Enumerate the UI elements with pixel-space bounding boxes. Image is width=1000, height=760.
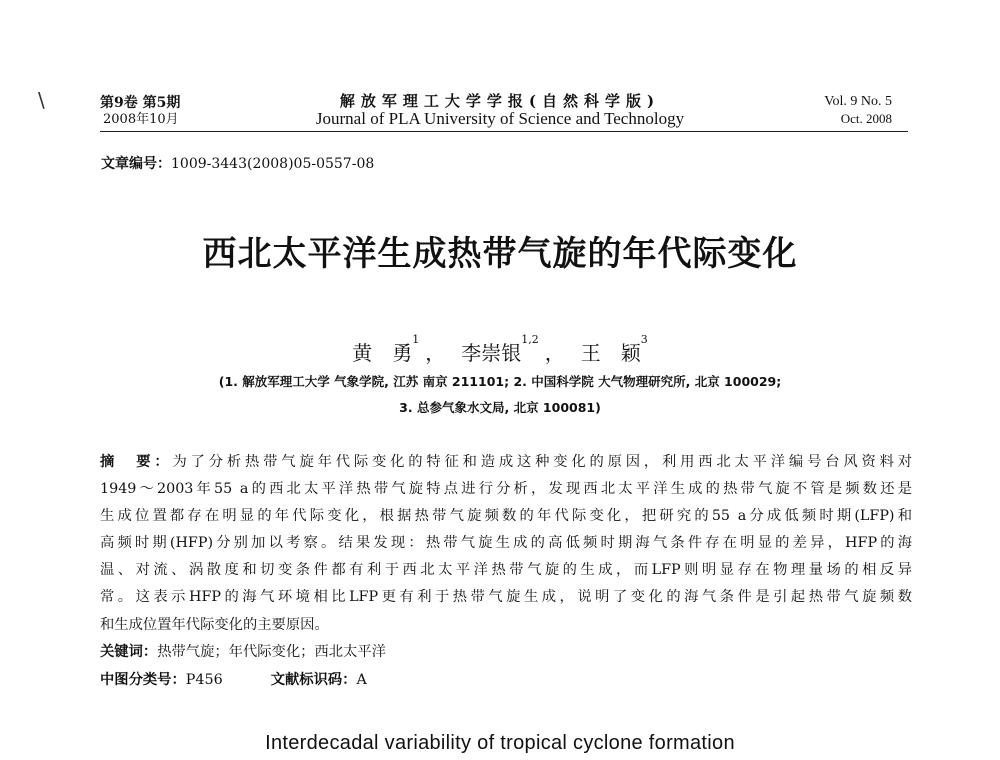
journal-title-en: Journal of PLA University of Science and Technology — [315, 109, 685, 128]
abstract-line: 高频时期(HFP)分别加以考察。结果发现：热带气旋生成的高低频时期海气条件存在明显的差异，HFP的海 — [100, 535, 912, 551]
volume-issue-en: Vol. 9 No. 5 — [824, 94, 892, 109]
volume-issue-cn: 第9卷 第5期 — [100, 95, 181, 111]
margin-mark: \ — [38, 88, 45, 112]
abstract-line: 和生成位置年代际变化的主要原因。 — [100, 617, 329, 633]
affiliation-line: (1. 解放军理工大学 气象学院, 江苏 南京 211101; 2. 中国科学院 大气物理研究所, 北京 100029; — [218, 374, 782, 389]
author: 黄 勇$^1$ — [352, 333, 420, 365]
abstract-line: 生成位置都存在明显的年代际变化，根据热带气旋频数的年代际变化，把研究的55 a分成低频时期(LFP)和 — [100, 508, 912, 524]
affiliation-line: 3. 总参气象水文局, 北京 100081) — [399, 400, 601, 415]
abstract-line: 常。这表示HFP的海气环境相比LFP更有利于热带气旋生成，说明了变化的海气条件是引起热带气旋频数 — [100, 589, 912, 605]
date-en: Oct. 2008 — [840, 111, 892, 126]
keywords-label: 关键词： — [100, 644, 158, 660]
doc-code-label: 文献标识码： — [270, 672, 357, 688]
english-title: Interdecadal variability of tropical cyclone formation — [265, 732, 735, 754]
author: 李崇银$^{1,2}$ — [461, 333, 539, 365]
header-rule — [100, 131, 908, 132]
article-id — [101, 153, 374, 173]
author: 王 颖$^3$ — [580, 333, 648, 365]
author-list — [0, 333, 1000, 366]
clc-value: P456 — [185, 672, 223, 688]
article-id-label: 文章编号： — [101, 156, 171, 172]
abstract-line: 温、对流、涡散度和切变条件都有利于西北太平洋热带气旋的生成，而LFP则明显存在物理量场的相反异 — [100, 562, 912, 578]
author-separator: ， — [425, 341, 446, 365]
paper-title: 西北太平洋生成热带气旋的年代际变化 — [202, 234, 798, 274]
journal-title-cn: 解放军理工大学学报(自然科学版) — [339, 92, 661, 110]
keywords-value: 热带气旋；年代际变化；西北太平洋 — [157, 644, 386, 660]
article-id-value: 1009-3443(2008)05-0557-08 — [171, 156, 375, 172]
abstract-line: 1949～2003年55 a的西北太平洋热带气旋特点进行分析，发现西北太平洋生成的热带气旋不管是频数还是 — [100, 481, 912, 497]
clc-label: 中图分类号： — [100, 672, 186, 688]
abstract-line: 摘 要：为了分析热带气旋年代际变化的特征和造成这种变化的原因，利用西北太平洋编号台风资料对 — [100, 454, 912, 470]
keywords — [100, 641, 386, 661]
date-cn: 2008年10月 — [103, 112, 179, 127]
classification — [100, 669, 367, 689]
doc-code-value: A — [356, 672, 367, 688]
author-separator: ， — [544, 341, 565, 365]
abstract-label: 摘 要： — [100, 454, 173, 470]
